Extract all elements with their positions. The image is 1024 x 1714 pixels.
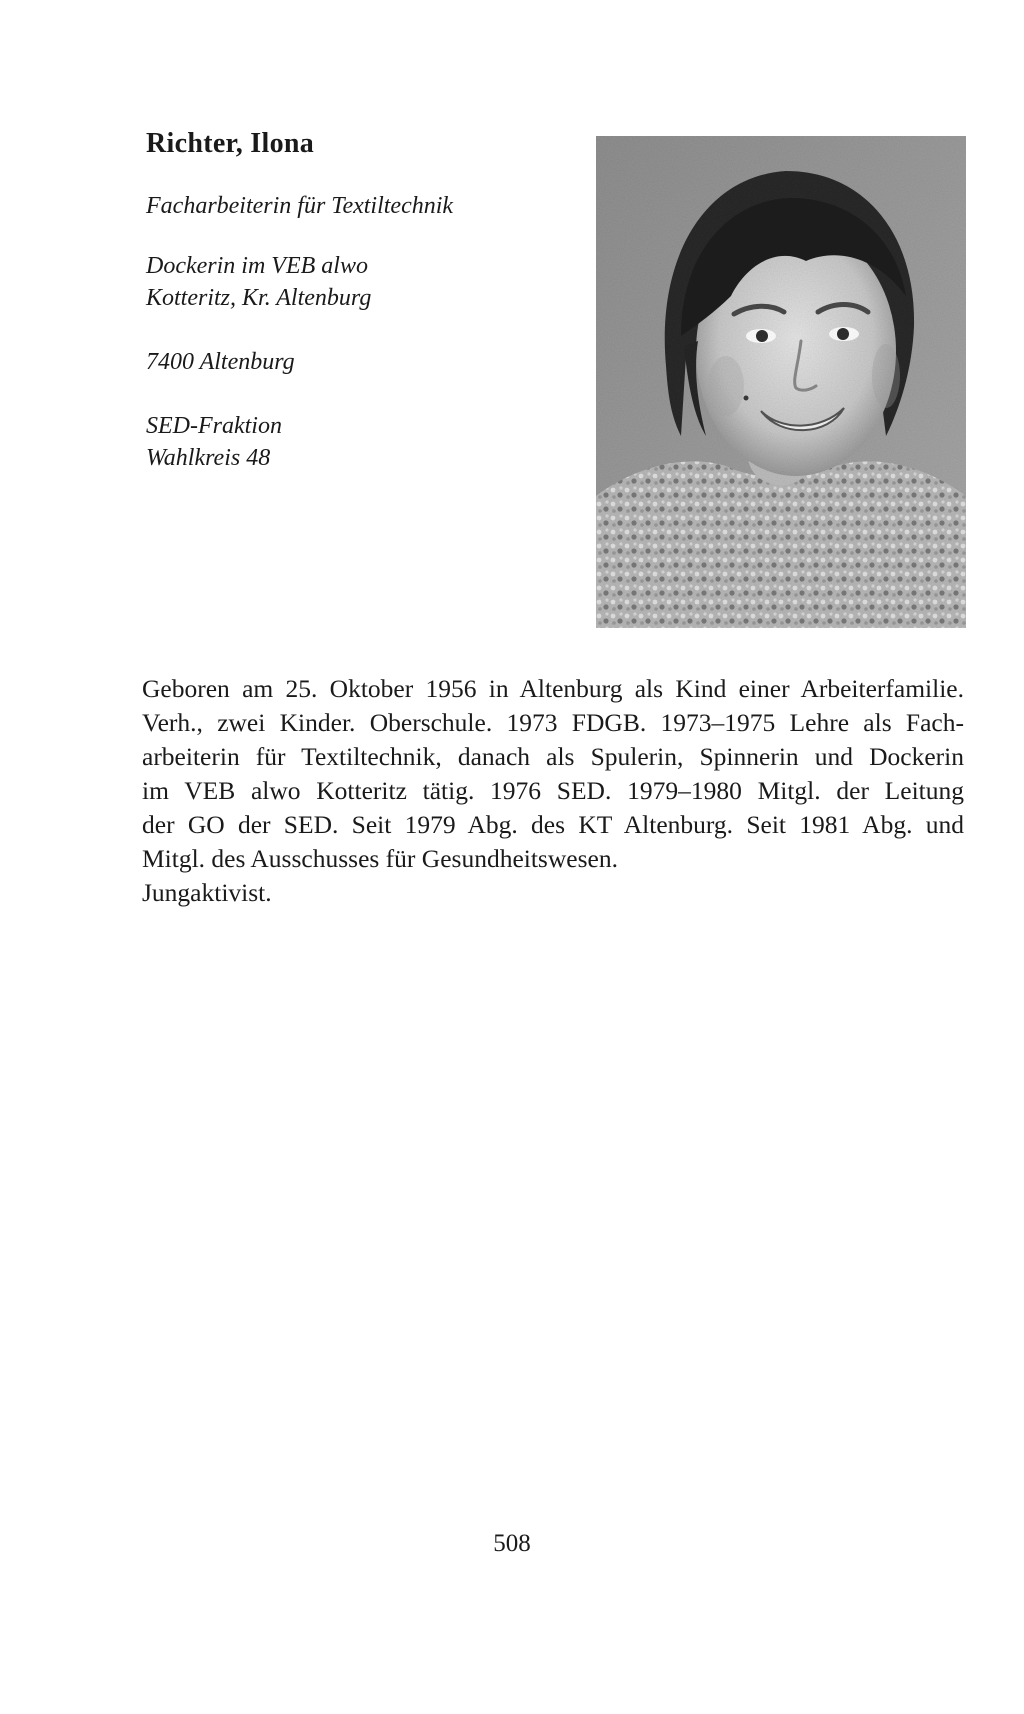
entry-name: Richter, Ilona <box>146 128 315 159</box>
entry-workplace-line1: Dockerin im VEB alwo <box>146 253 368 279</box>
entry-profession: Facharbeiterin für Textiltechnik <box>146 193 454 219</box>
biography-line: im VEB alwo Kotteritz tätig. 1976 SED. 1979–1980 Mitgl. der Leitung <box>142 776 964 805</box>
entry-constituency: Wahlkreis 48 <box>146 445 271 471</box>
entry-workplace-line2: Kotteritz, Kr. Altenburg <box>146 285 372 311</box>
biography-line: Verh., zwei Kinder. Oberschule. 1973 FDGB. 1973–1975 Lehre als Fach- <box>142 708 964 737</box>
biography-line: Mitgl. des Ausschusses für Gesundheitswesen. <box>142 844 618 873</box>
portrait-image <box>596 136 966 628</box>
page-number: 508 <box>493 1530 531 1557</box>
entry-faction: SED-Fraktion <box>146 413 282 439</box>
portrait-photo <box>596 136 966 628</box>
biography-line: der GO der SED. Seit 1979 Abg. des KT Altenburg. Seit 1981 Abg. und <box>142 810 964 839</box>
biography-paragraph <box>142 672 964 910</box>
biography-line: Jungaktivist. <box>142 878 272 907</box>
biography-line: Geboren am 25. Oktober 1956 in Altenburg als Kind einer Arbeiterfamilie. <box>142 674 964 703</box>
biography-line: arbeiterin für Textiltechnik, danach als Spulerin, Spinnerin und Dockerin <box>142 742 964 771</box>
entry-city: 7400 Altenburg <box>146 349 295 375</box>
